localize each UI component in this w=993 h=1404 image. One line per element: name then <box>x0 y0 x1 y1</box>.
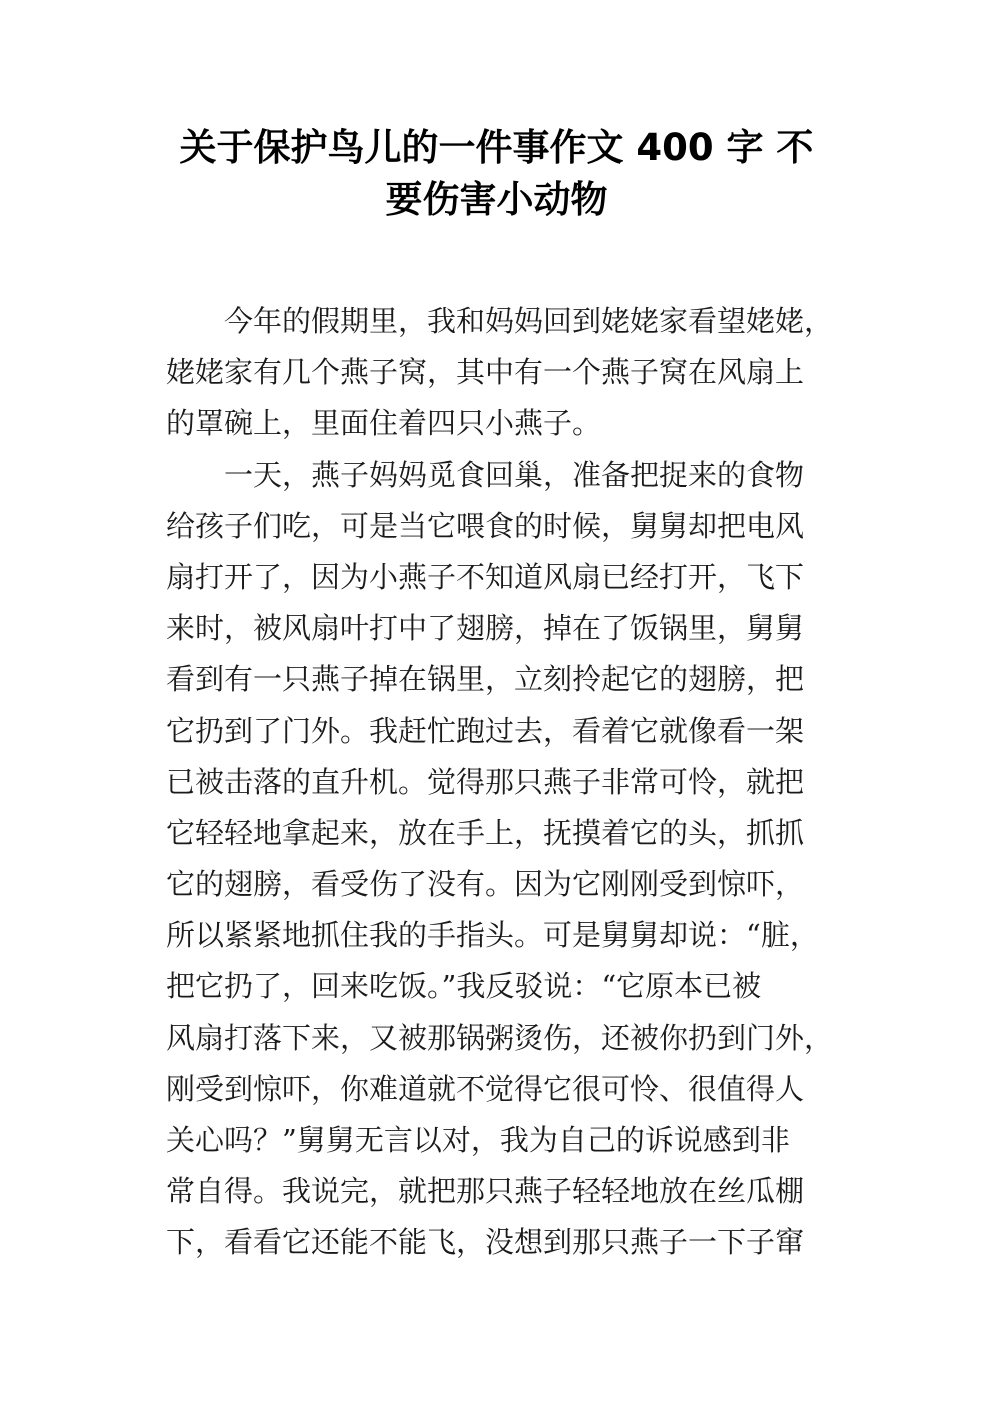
title-line-1: 关于保护鸟儿的一件事作文 400 字 不 <box>179 126 814 169</box>
paragraph-line: 一天，燕子妈妈觅食回巢，准备把捉来的食物 <box>224 457 805 492</box>
paragraph-line: 它扔到了门外。我赶忙跑过去，看着它就像看一架 <box>166 713 805 748</box>
title-line-2: 要伤害小动物 <box>385 178 608 221</box>
paragraph-line: 关心吗？”舅舅无言以对，我为自己的诉说感到非 <box>166 1123 790 1157</box>
paragraph-line: 下，看看它还能不能飞，没想到那只燕子一下子窜 <box>166 1225 805 1260</box>
paragraph-line: 看到有一只燕子掉在锅里，立刻拎起它的翅膀，把 <box>166 662 805 697</box>
paragraph-line: 所以紧紧地抓住我的手指头。可是舅舅却说：“脏， <box>166 918 819 953</box>
paragraph-1 <box>166 296 846 450</box>
paragraph-line: 把它扔了，回来吃饭。”我反驳说：“它原本已被 <box>166 969 762 1004</box>
paragraph-line: 它轻轻地拿起来，放在手上，抚摸着它的头，抓抓 <box>166 815 805 850</box>
paragraph-line: 姥姥家有几个燕子窝，其中有一个燕子窝在风扇上 <box>166 355 805 390</box>
paragraph-line: 今年的假期里，我和妈妈回到姥姥家看望姥姥， <box>224 304 834 338</box>
paragraph-2 <box>166 450 846 1269</box>
paragraph-line: 已被击落的直升机。觉得那只燕子非常可怜，就把 <box>166 764 805 799</box>
paragraph-line: 给孩子们吃，可是当它喂食的时候，舅舅却把电风 <box>166 508 805 543</box>
paragraph-line: 扇打开了，因为小燕子不知道风扇已经打开，飞下 <box>166 559 805 594</box>
paragraph-line: 的罩碗上，里面住着四只小燕子。 <box>166 406 602 441</box>
paragraph-line: 常自得。我说完，就把那只燕子轻轻地放在丝瓜棚 <box>166 1174 805 1209</box>
paragraph-line: 来时，被风扇叶打中了翅膀，掉在了饭锅里，舅舅 <box>166 611 805 646</box>
paragraph-line: 风扇打落下来，又被那锅粥烫伤，还被你扔到门外， <box>166 1020 834 1055</box>
document-body <box>166 296 846 1269</box>
paragraph-line: 刚受到惊吓，你难道就不觉得它很可怜、很值得人 <box>166 1071 805 1106</box>
document-title <box>120 122 873 226</box>
paragraph-line: 它的翅膀，看受伤了没有。因为它刚刚受到惊吓， <box>166 867 805 902</box>
